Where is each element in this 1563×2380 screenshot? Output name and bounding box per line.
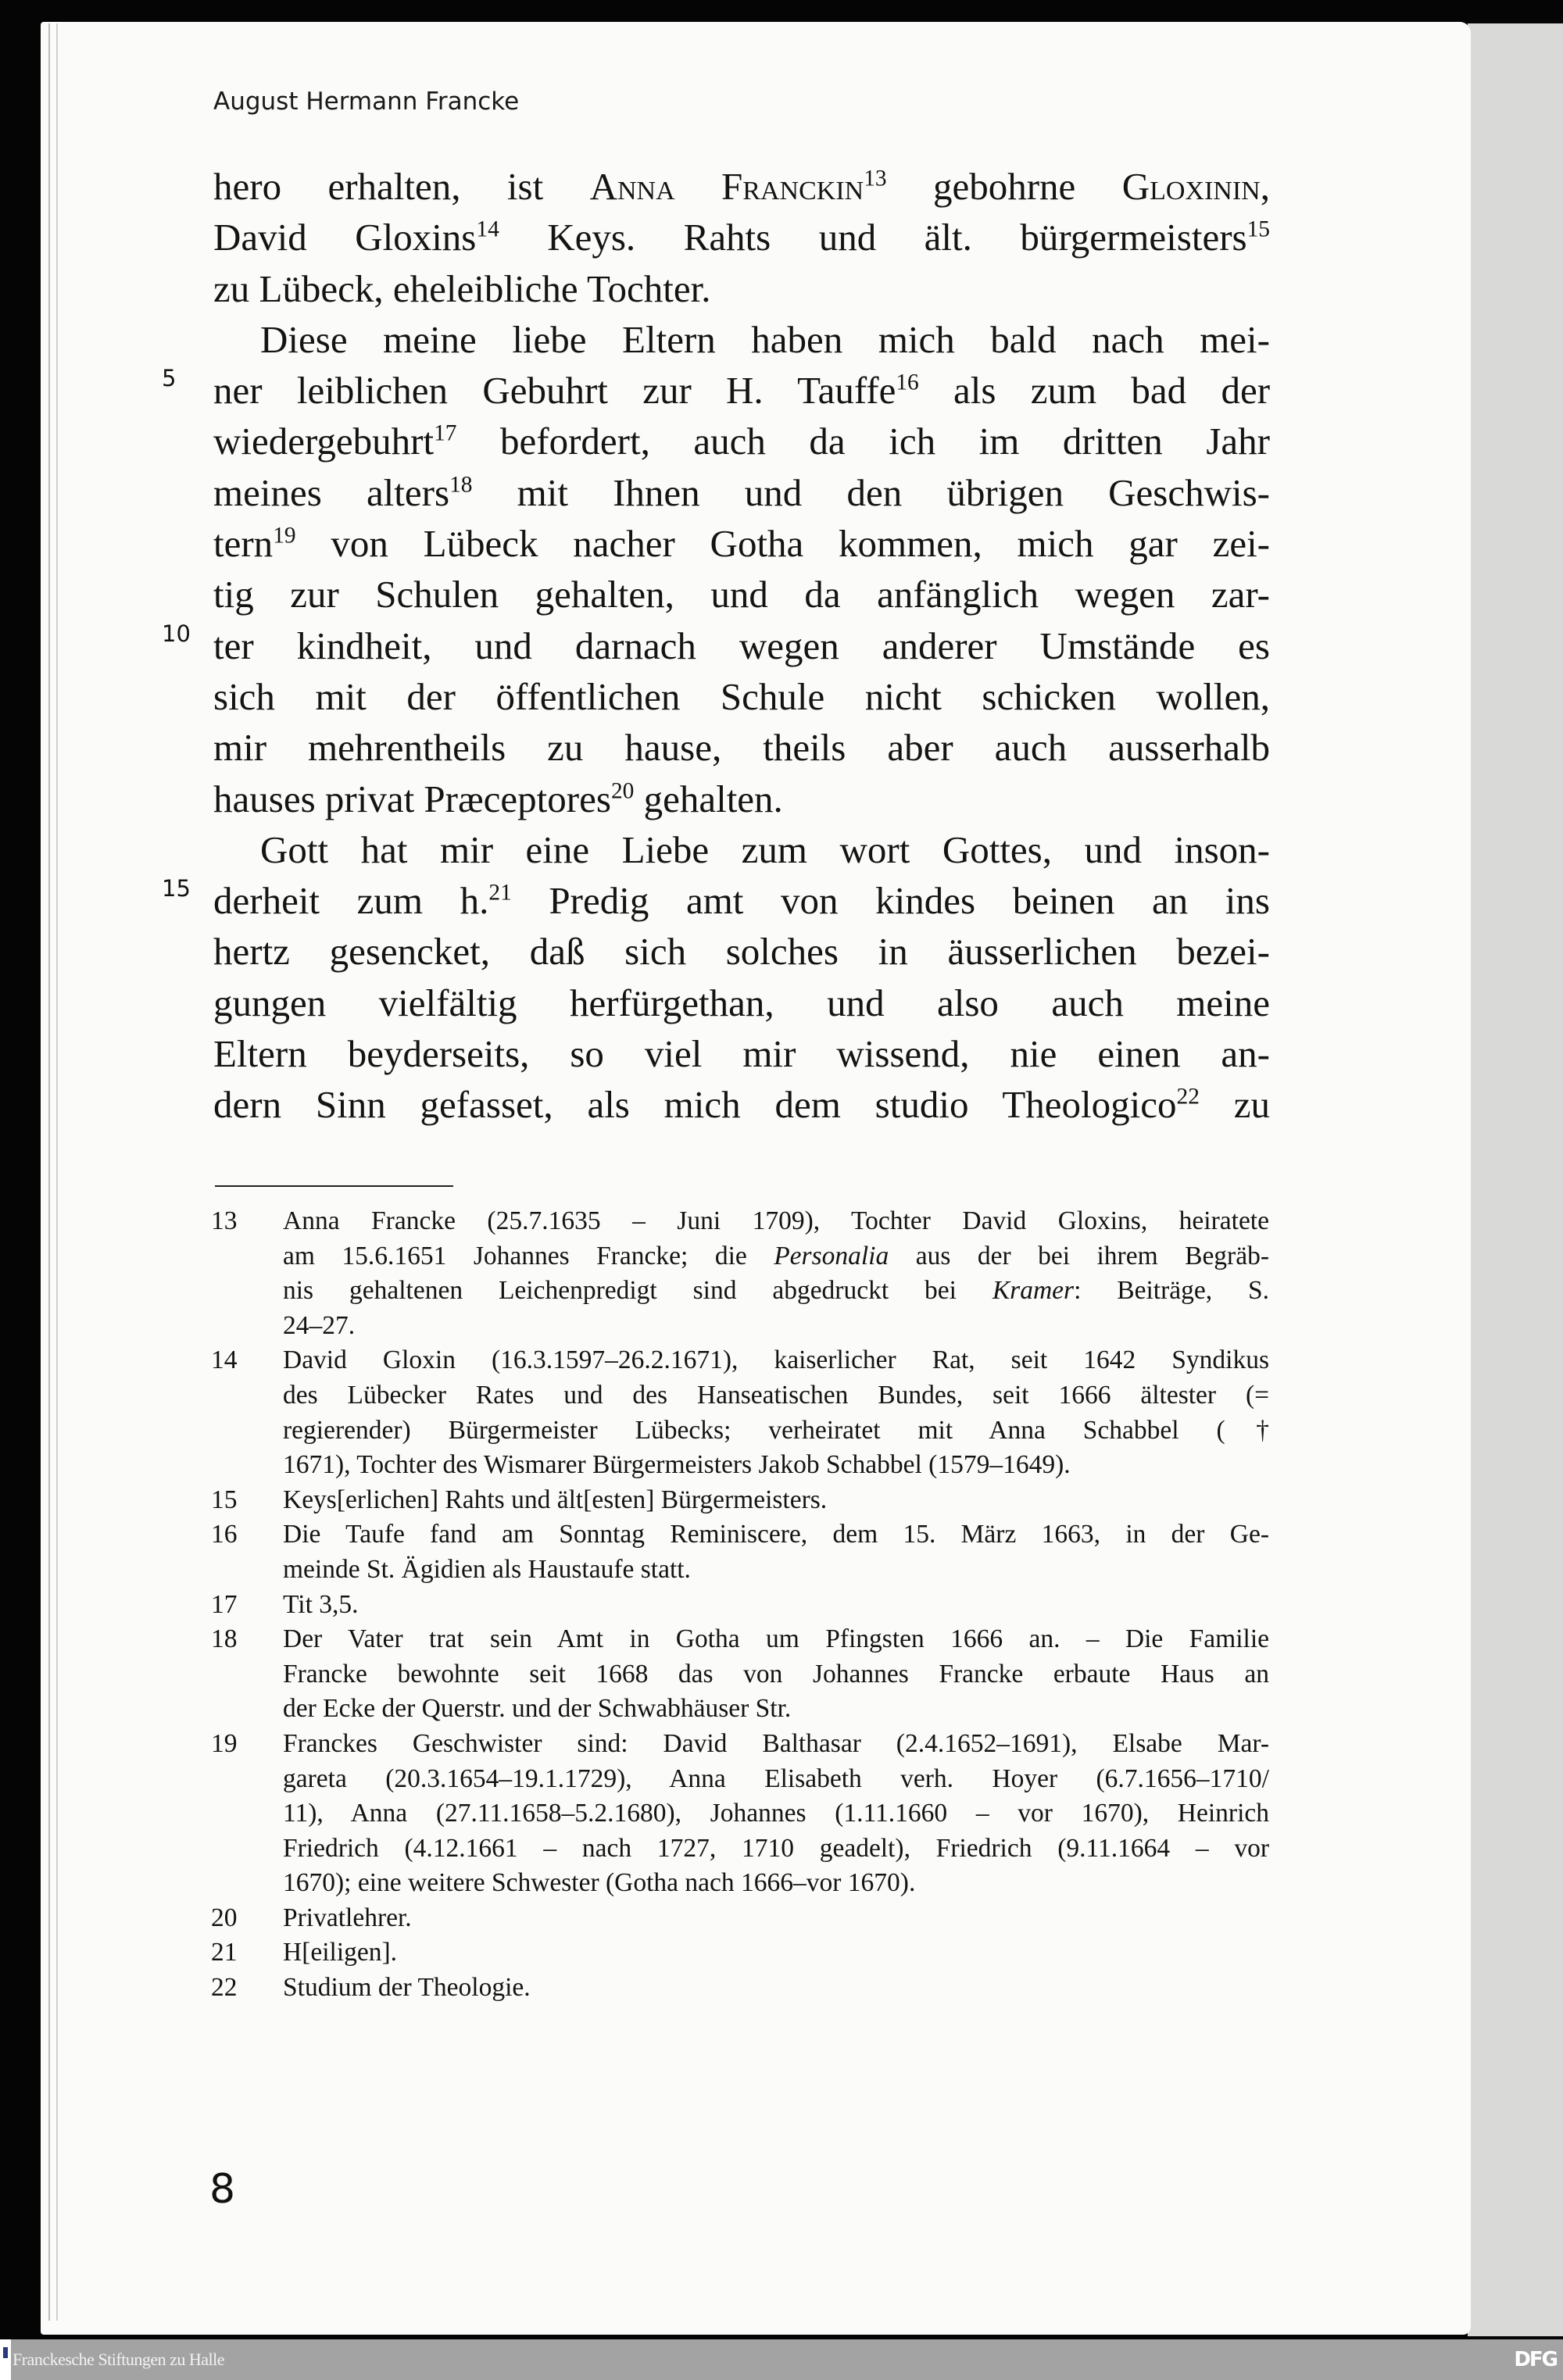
footnote-number: 13 bbox=[211, 1206, 238, 1235]
text-segment: Francke bewohnte seit 1668 das von Johannes Francke erbaute Haus an bbox=[283, 1659, 1269, 1689]
text-segment: gebohrne bbox=[886, 165, 1122, 208]
text-segment: Privatlehrer. bbox=[283, 1903, 412, 1932]
text-line bbox=[213, 1028, 1270, 1079]
text-segment: 1670); eine weitere Schwester (Gotha nach 1666–vor 1670). bbox=[283, 1868, 916, 1898]
footnote-line bbox=[283, 1901, 1269, 1936]
footnote-line bbox=[283, 1378, 1269, 1413]
text-line bbox=[213, 671, 1270, 722]
text-segment: nis gehaltenen Leichenpredigt sind abgedruckt bei bbox=[283, 1276, 993, 1306]
text-segment: Anna Franckin bbox=[589, 165, 864, 208]
text-segment: gehalten. bbox=[634, 777, 783, 820]
footnote-line bbox=[283, 1413, 1269, 1449]
footnote-line bbox=[283, 1692, 1269, 1727]
text-line bbox=[213, 977, 1270, 1028]
text-line bbox=[162, 620, 1270, 671]
text-segment: tig zur Schulen gehalten, und da anfänglich wegen zar- bbox=[213, 573, 1270, 616]
footnote-line bbox=[283, 1971, 1269, 2006]
footnote-text bbox=[283, 1204, 1269, 1343]
text-segment: der Ecke der Querstr. und der Schwabhäuser Str. bbox=[283, 1694, 792, 1724]
footer-bar bbox=[0, 2339, 1563, 2380]
line-number: 10 bbox=[162, 620, 191, 647]
text-segment: aus der bei ihrem Begräb- bbox=[889, 1241, 1269, 1270]
text-segment: gungen vielfältig herfürgethan, und also auch meine bbox=[213, 981, 1270, 1024]
text-segment: David Gloxins bbox=[213, 216, 477, 259]
footnote-number: 21 bbox=[211, 1938, 238, 1967]
text-segment: dern Sinn gefasset, als mich dem studio Theologico bbox=[213, 1083, 1177, 1127]
text-segment: Der Vater trat sein Amt in Gotha um Pfingsten 1666 an. – Die Familie bbox=[283, 1624, 1269, 1654]
text-line bbox=[162, 365, 1271, 416]
dfg-logo: DFG bbox=[1514, 2348, 1557, 2371]
footnote-reference[interactable]: 19 bbox=[273, 523, 296, 549]
text-line bbox=[213, 1079, 1270, 1130]
footnote-line bbox=[283, 1553, 1269, 1588]
footnote-text bbox=[283, 1935, 1269, 1971]
text-segment: des Lübecker Rates und des Hanseatischen Bundes, seit 1666 ältester (= bbox=[283, 1380, 1269, 1410]
footnote-line bbox=[283, 1483, 1269, 1518]
footnote-reference[interactable]: 21 bbox=[488, 880, 512, 906]
institution-name: Franckesche Stiftungen zu Halle bbox=[13, 2350, 225, 2369]
text-segment: 11), Anna (27.11.1658–5.2.1680), Johannes (1.11.1660 – vor 1670), Heinrich bbox=[283, 1799, 1269, 1828]
text-segment: ter kindheit, und darnach wegen anderer Umstände es bbox=[213, 624, 1270, 667]
footnote bbox=[211, 1971, 1269, 2006]
footnote-line bbox=[283, 1204, 1269, 1239]
text-segment: Predig amt von kindes beinen an ins bbox=[511, 879, 1270, 923]
text-segment: am 15.6.1651 Johannes Francke; die bbox=[283, 1241, 774, 1270]
footnote-number: 18 bbox=[211, 1624, 238, 1654]
footnote-number: 20 bbox=[211, 1903, 238, 1932]
text-segment: gareta (20.3.1654–19.1.1729), Anna Elisabeth verh. Hoyer (6.7.1656–1710/ bbox=[283, 1764, 1269, 1793]
text-segment: Kramer bbox=[992, 1276, 1075, 1306]
footnote bbox=[211, 1935, 1269, 1971]
page-edge-line bbox=[48, 23, 50, 2321]
footnote-text bbox=[283, 1588, 1269, 1623]
text-line bbox=[213, 569, 1270, 620]
footnote bbox=[211, 1343, 1269, 1482]
footnote-reference[interactable]: 15 bbox=[1246, 216, 1270, 242]
text-segment: mit Ihnen und den übrigen Geschwis- bbox=[472, 470, 1270, 514]
text-line bbox=[213, 926, 1270, 977]
text-segment: hero erhalten, ist bbox=[213, 165, 590, 208]
footnote-number: 15 bbox=[211, 1485, 238, 1514]
text-segment: 24–27. bbox=[283, 1310, 356, 1340]
footnote-line bbox=[283, 1343, 1269, 1378]
text-segment: ner leiblichen Gebuhrt zur H. Tauffe bbox=[213, 369, 896, 413]
text-segment: meinde St. Ägidien als Haustaufe statt. bbox=[283, 1554, 691, 1584]
footnote-line bbox=[283, 1622, 1269, 1657]
text-segment: hauses privat Præceptores bbox=[213, 777, 611, 820]
text-segment: meines alters bbox=[213, 470, 450, 514]
page-number: 8 bbox=[209, 2166, 236, 2213]
footnote-line bbox=[283, 1448, 1269, 1483]
text-segment: : Beiträge, S. bbox=[1074, 1276, 1269, 1306]
text-segment: Studium der Theologie. bbox=[283, 1973, 531, 2003]
main-text bbox=[162, 161, 1271, 1131]
footnote-line bbox=[283, 1866, 1269, 1901]
text-line bbox=[213, 263, 1270, 314]
text-segment: Tit 3,5. bbox=[283, 1589, 359, 1619]
text-segment: Eltern beyderseits, so viel mir wissend, nie einen an- bbox=[213, 1032, 1270, 1076]
footnote-reference[interactable]: 20 bbox=[610, 777, 635, 803]
footnote-line bbox=[283, 1657, 1269, 1692]
text-line bbox=[162, 875, 1270, 926]
footnote-reference[interactable]: 17 bbox=[434, 420, 457, 446]
page-edge-line bbox=[56, 23, 58, 2321]
footnote-text bbox=[283, 1343, 1269, 1482]
footnote bbox=[211, 1901, 1269, 1936]
text-segment: als zum bad der bbox=[918, 369, 1271, 413]
footnote-rule bbox=[215, 1185, 453, 1187]
footnote-reference[interactable]: 13 bbox=[864, 166, 887, 191]
footnote-line bbox=[283, 1727, 1269, 1762]
footnote-line bbox=[283, 1517, 1269, 1553]
text-segment: regierender) Bürgermeister Lübecks; verheiratet mit Anna Schabbel († bbox=[283, 1415, 1269, 1445]
footnote bbox=[211, 1483, 1269, 1518]
text-segment: Personalia bbox=[774, 1241, 889, 1270]
footnote-number: 17 bbox=[211, 1589, 238, 1619]
line-number: 15 bbox=[162, 875, 191, 902]
footnote-reference[interactable]: 18 bbox=[449, 472, 473, 498]
text-segment: Diese meine liebe Eltern haben mich bald nach mei- bbox=[260, 317, 1270, 361]
footnote-text bbox=[283, 1483, 1269, 1518]
text-line bbox=[213, 774, 1270, 824]
text-segment: 1671), Tochter des Wismarer Bürgermeisters Jakob Schabbel (1579–1649). bbox=[283, 1450, 1071, 1480]
footnote-number: 14 bbox=[211, 1345, 238, 1375]
text-segment: Franckes Geschwister sind: David Balthasar (2.4.1652–1691), Elsabe Mar- bbox=[283, 1728, 1269, 1758]
text-segment: Friedrich (4.12.1661 – nach 1727, 1710 geadelt), Friedrich (9.11.1664 – vor bbox=[283, 1833, 1269, 1863]
running-head: August Hermann Francke bbox=[213, 88, 520, 116]
footnote-text bbox=[283, 1727, 1269, 1901]
text-line bbox=[213, 467, 1270, 518]
footnote-line bbox=[283, 1588, 1269, 1623]
text-segment: sich mit der öffentlichen Schule nicht schicken wollen, bbox=[213, 674, 1270, 718]
adjacent-page-edge bbox=[1468, 23, 1563, 2336]
institution-logo-icon bbox=[0, 2339, 11, 2380]
text-segment: H[eiligen]. bbox=[283, 1938, 398, 1967]
text-segment: Die Taufe fand am Sonntag Reminiscere, dem 15. März 1663, in der Ge- bbox=[283, 1520, 1269, 1549]
text-line bbox=[213, 212, 1270, 263]
footnote bbox=[211, 1517, 1269, 1587]
footnote-number: 19 bbox=[211, 1728, 238, 1758]
text-segment: Keys. Rahts und ält. bürgermeisters bbox=[499, 216, 1247, 259]
footnote-reference[interactable]: 22 bbox=[1176, 1084, 1200, 1110]
footnote-line bbox=[283, 1935, 1269, 1971]
footnote-reference[interactable]: 14 bbox=[476, 216, 499, 242]
footnotes bbox=[211, 1204, 1269, 2006]
footnote-number: 22 bbox=[211, 1973, 238, 2003]
text-segment: David Gloxin (16.3.1597–26.2.1671), kaiserlicher Rat, seit 1642 Syndikus bbox=[283, 1345, 1269, 1375]
footnote-text bbox=[283, 1517, 1269, 1587]
footnote bbox=[211, 1727, 1269, 1901]
text-segment: von Lübeck nacher Gotha kommen, mich gar zei- bbox=[295, 522, 1270, 566]
text-segment: hertz gesencket, daß sich solches in äusserlichen bezei- bbox=[213, 930, 1270, 974]
text-line bbox=[213, 722, 1270, 773]
text-line bbox=[213, 518, 1270, 569]
text-line bbox=[213, 314, 1270, 365]
footnote-line bbox=[283, 1796, 1269, 1831]
text-segment: Gloxinin bbox=[1121, 165, 1261, 208]
footnote-text bbox=[283, 1901, 1269, 1936]
text-segment: zu Lübeck, eheleibliche Tochter. bbox=[213, 266, 711, 310]
text-segment: befordert, auch da ich im dritten Jahr bbox=[456, 420, 1270, 463]
text-segment: Keys[erlichen] Rahts und ält[esten] Bürgermeisters. bbox=[283, 1485, 828, 1514]
text-segment: derheit zum h. bbox=[213, 879, 489, 923]
text-segment: zu bbox=[1199, 1083, 1271, 1127]
text-segment: mir mehrentheils zu hause, theils aber auch ausserhalb bbox=[213, 726, 1270, 770]
line-number: 5 bbox=[162, 365, 177, 392]
footnote bbox=[211, 1204, 1269, 1343]
footnote-reference[interactable]: 16 bbox=[896, 370, 919, 395]
footnote-line bbox=[283, 1309, 1269, 1344]
text-segment: Gott hat mir eine Liebe zum wort Gottes, und inson- bbox=[260, 827, 1270, 871]
text-segment: wiedergebuhrt bbox=[213, 420, 435, 463]
footnote-number: 16 bbox=[211, 1520, 238, 1549]
text-segment: Anna Francke (25.7.1635 – Juni 1709), Tochter David Gloxins, heiratete bbox=[283, 1206, 1269, 1235]
footnote-text bbox=[283, 1622, 1269, 1727]
footnote-line bbox=[283, 1239, 1269, 1274]
text-line bbox=[213, 824, 1270, 875]
text-segment: tern bbox=[213, 522, 274, 566]
footnote bbox=[211, 1622, 1269, 1727]
footnote-line bbox=[283, 1762, 1269, 1797]
text-line bbox=[213, 416, 1270, 466]
footnote-line bbox=[283, 1274, 1269, 1309]
footnote-line bbox=[283, 1831, 1269, 1867]
text-line bbox=[213, 161, 1270, 212]
footnote-text bbox=[283, 1971, 1269, 2006]
footnote bbox=[211, 1588, 1269, 1623]
text-segment: , bbox=[1260, 165, 1270, 208]
